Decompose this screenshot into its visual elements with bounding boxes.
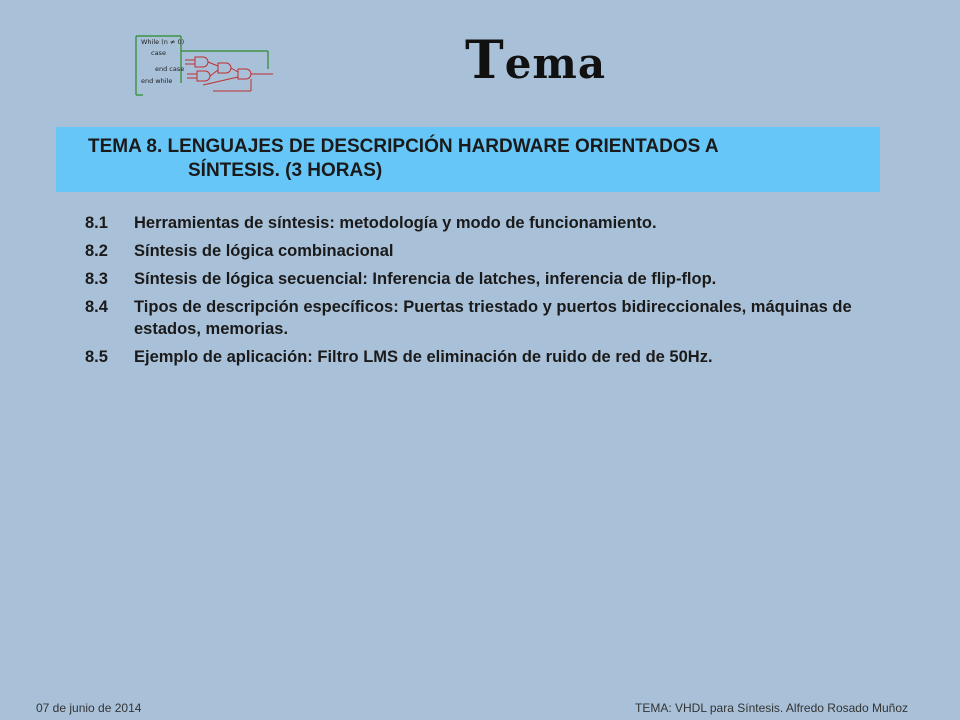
list-item — [85, 296, 905, 340]
footer-date: 07 de junio de 2014 — [36, 701, 142, 715]
page-title — [465, 30, 606, 91]
item-number: 8.5 — [85, 348, 108, 366]
list-item — [85, 268, 905, 290]
list-item — [85, 212, 905, 234]
banner-line-2: SÍNTESIS. (3 HORAS) — [188, 160, 383, 181]
item-text: Tipos de descripción específicos: Puertas triestado y puertos bidireccionales, máquinas de estados, memorias. — [134, 298, 852, 338]
logo-code-line: end while — [141, 77, 173, 85]
logo-code-line: end case — [155, 65, 185, 73]
item-text: Herramientas de síntesis: metodología y modo de funcionamiento. — [134, 214, 657, 232]
page-title-first-letter: T — [465, 30, 505, 91]
logo-code-line: case — [151, 49, 166, 57]
topic-banner — [56, 127, 880, 192]
banner-line-1: TEMA 8. LENGUAJES DE DESCRIPCIÓN HARDWARE ORIENTADOS A — [88, 136, 719, 157]
item-number: 8.4 — [85, 298, 108, 316]
item-text: Síntesis de lógica secuencial: Inferencia de latches, inferencia de flip-flop. — [134, 270, 717, 288]
item-number: 8.1 — [85, 214, 108, 232]
footer-course: TEMA: VHDL para Síntesis. Alfredo Rosado Muñoz — [634, 701, 908, 715]
logo-code-line: While (n ≠ 0) — [141, 38, 185, 46]
topic-list — [85, 212, 905, 374]
list-item — [85, 240, 905, 262]
item-text: Ejemplo de aplicación: Filtro LMS de eliminación de ruido de red de 50Hz. — [134, 348, 713, 366]
vhdl-circuit-sketch-icon — [133, 33, 283, 103]
list-item — [85, 346, 905, 368]
item-number: 8.3 — [85, 270, 108, 288]
page-title-rest: ema — [504, 39, 607, 88]
item-text: Síntesis de lógica combinacional — [134, 242, 394, 260]
item-number: 8.2 — [85, 242, 108, 260]
